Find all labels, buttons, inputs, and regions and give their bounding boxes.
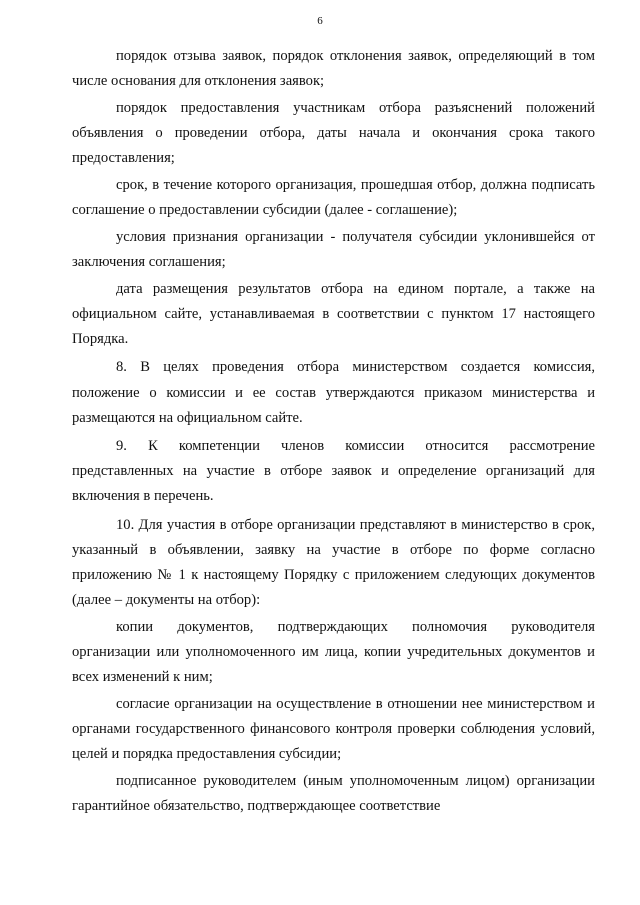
paragraph-clarification-procedure: порядок предоставления участникам отбора разъяснений положений объявления о проведении отбора, даты начала и окончания срока такого предоставления; — [72, 99, 595, 167]
paragraph-item-9: 9. К компетенции членов комиссии относится рассмотрение представленных на участие в отборе заявок и определение организаций для включения в перечень. — [72, 438, 595, 505]
document-body — [72, 44, 595, 820]
paragraph-results-publication: дата размещения результатов отбора на едином портале, а также на официальном сайте, устанавливаемая в соответствии с пунктом 17 настоящего Порядка. — [72, 280, 595, 348]
paragraph-withdrawal-procedure: порядок отзыва заявок, порядок отклонения заявок, определяющий в том числе основания для отклонения заявок; — [72, 48, 595, 90]
paragraph-evasion-conditions: условия признания организации - получателя субсидии уклонившейся от заключения соглашения; — [72, 228, 595, 271]
paragraph-agreement-deadline: срок, в течение которого организация, прошедшая отбор, должна подписать соглашение о предоставлении субсидии (далее - соглашение); — [72, 177, 595, 219]
paragraph-document-copies: копии документов, подтверждающих полномочия руководителя организации или уполномоченного им лица, копии учредительных документов и всех изменений к ним; — [72, 618, 595, 686]
paragraph-item-8: 8. В целях проведения отбора министерством создается комиссия, положение о комиссии и ее состав утверждаются приказом министерства и размещаются на официальном сайте. — [72, 359, 595, 426]
paragraph-inspection-consent: согласие организации на осуществление в отношении нее министерством и органами государственного финансового контроля проверки соблюдения условий, целей и порядка предоставления субсидии; — [72, 696, 595, 763]
paragraph-guarantee-obligation: подписанное руководителем (иным уполномоченным лицом) организации гарантийное обязательство, подтверждающее соответствие — [72, 773, 595, 815]
page-number: 6 — [317, 15, 323, 27]
paragraph-item-10: 10. Для участия в отборе организации представляют в министерство в срок, указанный в объявлении, заявку на участие в отборе по форме согласно приложению № 1 к настоящему Порядку с приложением следующих документов (далее – документы на отбор): — [72, 516, 595, 609]
